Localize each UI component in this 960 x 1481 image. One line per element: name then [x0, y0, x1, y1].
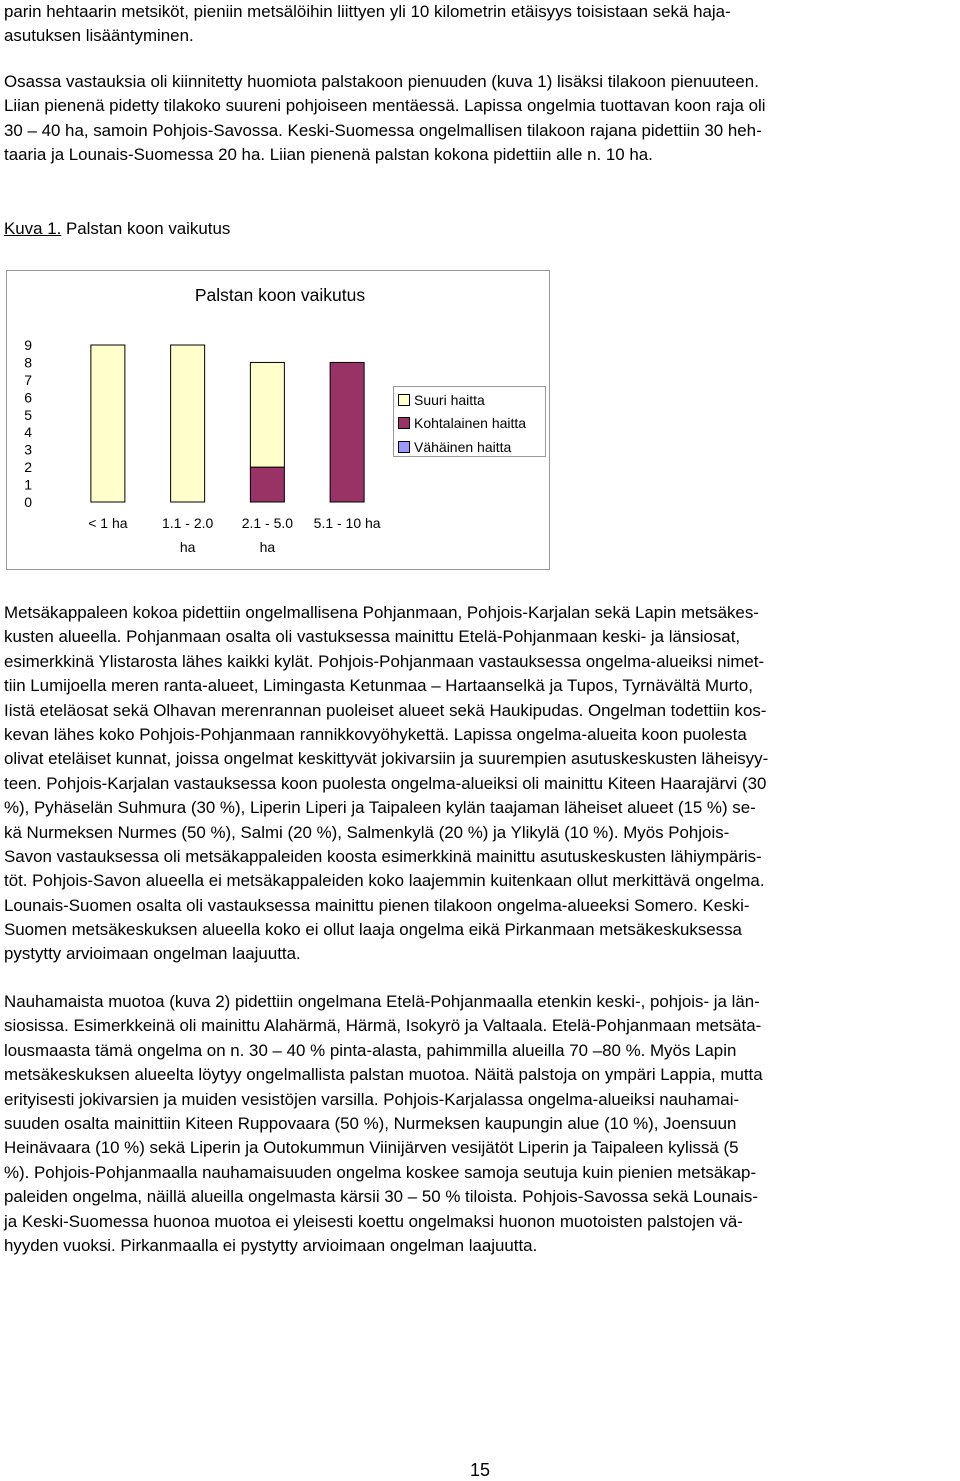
text-line: ja Keski-Suomessa huonoa muotoa ei yleisesti koettu ongelmaksi huonon muotoisten palstojen vä-	[4, 1211, 743, 1231]
y-tick-label: 3	[24, 441, 32, 458]
paragraph-strip-shape	[4, 990, 956, 1258]
text-line: Osassa vastauksia oli kiinnitetty huomiota palstakoon pienuuden (kuva 1) lisäksi tilakoon pienuuteen.	[4, 72, 759, 91]
legend-item-kohtalainen-haitta	[398, 414, 526, 432]
text-line: pystytty arvioimaan ongelman laajuutta.	[4, 944, 301, 964]
y-tick-label: 6	[24, 389, 32, 406]
figure-caption	[4, 217, 230, 241]
page-number: 15	[469, 1460, 491, 1480]
y-tick-label: 5	[24, 406, 32, 423]
legend-label: Vähäinen haitta	[414, 439, 512, 455]
x-tick-label: 2.1 - 5.0	[241, 515, 294, 531]
text-line: Liian pienenä pidetty tilakoko suureni pohjoiseen mentäessä. Lapissa ongelmia tuottavan koon raja oli	[4, 96, 766, 116]
legend-item-suuri-haitta	[398, 391, 485, 409]
legend-item-vahainen-haitta	[398, 438, 511, 456]
figure-caption-text: Palstan koon vaikutus	[61, 219, 231, 238]
text-line: töt. Pohjois-Savon alueella ei metsäkappaleiden koko laajemmin kuitenkaan ollut merkittävä ongelma.	[4, 871, 765, 891]
y-tick-label: 1	[24, 476, 32, 493]
y-tick-label: 8	[24, 354, 32, 371]
text-line: 30 – 40 ha, samoin Pohjois-Savossa. Keski-Suomessa ongelmallisen tilakoon rajana pidettiin 30 heh-	[4, 120, 762, 140]
text-line: Iistä eteläosat sekä Olhavan merenrannan puoleiset alueet sekä Haukipudas. Ongelman todettiin kos-	[4, 700, 767, 720]
x-tick-label: 5.1 - 10 ha	[313, 515, 381, 531]
text-line: Metsäkappaleen kokoa pidettiin ongelmallisena Pohjanmaan, Pohjois-Karjalan sekä Lapin metsäkes-	[4, 603, 759, 622]
text-line: Heinävaara (10 %) sekä Liperin ja Outokummun Viinijärven vesijätöt Liperin ja Taipaleen kylissä (5	[4, 1138, 739, 1158]
text-line: siosissa. Esimerkkeinä oli mainittu Alahärmä, Härmä, Isokyrö ja Valtaala. Etelä-Pohjanmaan metsäta-	[4, 1016, 762, 1036]
paragraph-plot-size	[4, 70, 956, 168]
y-tick-label: 2	[24, 459, 32, 476]
bar-segment	[250, 362, 284, 467]
bar-segment	[330, 362, 364, 502]
y-tick-label: 0	[24, 494, 32, 510]
legend-swatch	[398, 441, 410, 453]
text-line: teen. Pohjois-Karjalan vastauksessa koon puolesta ongelma-alueiksi oli mainittu Kiteen Haarajärvi (30	[4, 773, 767, 793]
paragraph-regions-size	[4, 601, 956, 967]
text-line: Savon vastauksessa oli metsäkappaleiden koosta esimerkkinä mainittu asutuskeskusten lähiympäris-	[4, 846, 762, 866]
text-line: kä Nurmeksen Nurmes (50 %), Salmi (20 %), Salmenkylä (20 %) ja Ylikylä (10 %). Myös Pohjois-	[4, 822, 730, 842]
chart-legend	[393, 386, 546, 457]
x-tick-label: ha	[179, 539, 196, 555]
bar-segment	[250, 467, 284, 502]
text-line: Suomen metsäkeskuksen alueella koko ei ollut laaja ongelma eikä Pirkanmaan metsäkeskuksessa	[4, 920, 742, 940]
text-line: metsäkeskuksen alueelta löytyy ongelmallista palstan muotoa. Näitä palstoja on ympäri Lappia, mutta	[4, 1065, 763, 1085]
text-line: %), Pyhäselän Suhmura (30 %), Liperin Liperi ja Taipaleen kylän taajaman läheiset alueet (15 %) se-	[4, 798, 756, 818]
y-tick-label: 4	[24, 424, 32, 441]
text-line: olivat eteläiset kunnat, joissa ongelmat keskittyvät jokivarsiin ja suurempien asutuskeskusten läheisyy-	[4, 749, 769, 769]
x-tick-label: 1.1 - 2.0	[161, 515, 214, 531]
figure-label: Kuva 1.	[4, 219, 62, 238]
text-line: hyyden vuoksi. Pirkanmaalla ei pystytty arvioimaan ongelman laajuutta.	[4, 1235, 538, 1255]
y-tick-label: 7	[24, 371, 32, 388]
text-line: %). Pohjois-Pohjanmaalla nauhamaisuuden ongelma koskee samoja seutuja kuin pienien metsäkap-	[4, 1162, 757, 1182]
bar-segment	[91, 345, 125, 502]
legend-swatch	[398, 394, 410, 406]
text-line: asutuksen lisääntyminen.	[4, 26, 194, 46]
text-line: paleiden ongelma, näillä alueilla ongelmasta kärsii 30 – 50 % tiloista. Pohjois-Savossa sekä Lounais-	[4, 1187, 758, 1207]
text-line: erityisesti jokivarsien ja muiden vesistöjen varsilla. Pohjois-Karjalassa ongelma-alueiksi nauhamai-	[4, 1089, 740, 1109]
legend-swatch	[398, 417, 410, 429]
chart-title: Palstan koon vaikutus	[194, 285, 366, 305]
text-line: esimerkkinä Ylistarosta lähes kaikki kylät. Pohjois-Pohjanmaan vastauksessa ongelma-alueiksi nimet-	[4, 651, 765, 671]
x-tick-label: ha	[259, 539, 276, 555]
text-line: parin hehtaarin metsiköt, pieniin metsälöihin liittyen yli 10 kilometrin etäisyys toisistaan sekä haja-	[4, 2, 731, 21]
text-line: taaria ja Lounais-Suomessa 20 ha. Liian pienenä palstan kokona pidettiin alle n. 10 ha.	[4, 145, 653, 165]
bar-segment	[171, 345, 205, 502]
legend-label: Suuri haitta	[414, 392, 485, 408]
text-line: kusten alueella. Pohjanmaan osalta oli vastuksessa mainittu Etelä-Pohjanmaan keski- ja länsiosat,	[4, 627, 741, 647]
text-line: kevan lähes koko Pohjois-Pohjanmaan rannikkovyöhykettä. Lapissa ongelma-alueita koon puolesta	[4, 724, 747, 744]
legend-label: Kohtalainen haitta	[414, 415, 527, 431]
text-line: Nauhamaista muotoa (kuva 2) pidettiin ongelmana Etelä-Pohjanmaalla etenkin keski-, pohjois- ja län-	[4, 992, 760, 1011]
text-line: lousmaasta tämä ongelma on n. 30 – 40 % pinta-alasta, pahimmilla alueilla 70 –80 %. Myös Lapin	[4, 1040, 737, 1060]
text-line: tiin Lumijoella meren ranta-alueet, Limingasta Ketunmaa – Hartaanselkä ja Tupos, Tyrnävältä Murto,	[4, 676, 753, 696]
text-line: Lounais-Suomen osalta oli vastauksessa mainittu pienen tilakoon ongelma-alueeksi Somero. Keski-	[4, 895, 750, 915]
text-line: suuden osalta mainittiin Kiteen Ruppovaara (50 %), Nurmeksen kaupungin alue (10 %), Joensuun	[4, 1113, 737, 1133]
x-tick-label: < 1 ha	[88, 515, 128, 531]
y-tick-label: 9	[24, 337, 32, 353]
intro-paragraph	[4, 0, 956, 49]
